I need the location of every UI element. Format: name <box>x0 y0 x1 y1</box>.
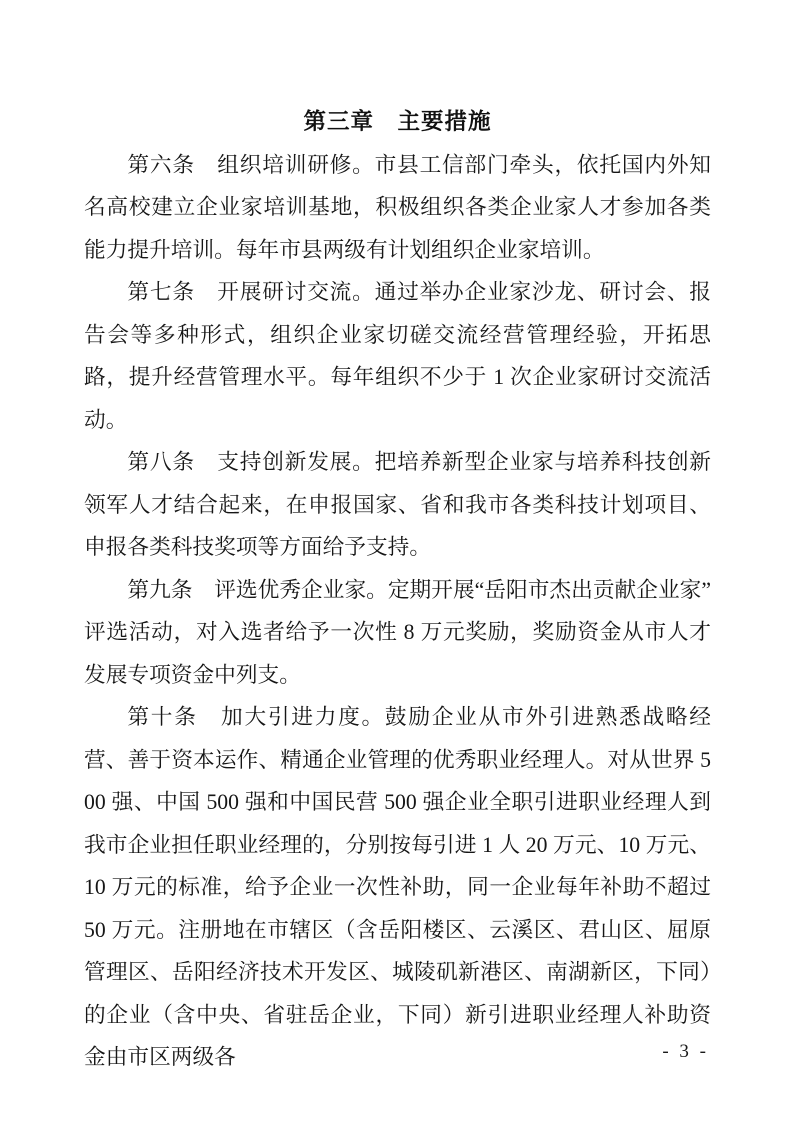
article-8-paragraph: 第八条 支持创新发展。把培养新型企业家与培养科技创新领军人才结合起来，在申报国家、省和我市各类科技计划项目、申报各类科技奖项等方面给予支持。 <box>84 450 711 559</box>
document-body <box>84 101 711 1079</box>
article-7-paragraph: 第七条 开展研讨交流。通过举办企业家沙龙、研讨会、报告会等多种形式，组织企业家切磋交流经营管理经验，开拓思路，提升经营管理水平。每年组织不少于 1 次企业家研讨交流活动。 <box>84 280 711 432</box>
article-9-paragraph: 第九条 评选优秀企业家。定期开展“岳阳市杰出贡献企业家”评选活动，对入选者给予一次性 8 万元奖励，奖励资金从市人才发展专项资金中列支。 <box>84 577 711 687</box>
article-6-paragraph: 第六条 组织培训研修。市县工信部门牵头，依托国内外知名高校建立企业家培训基地，积极组织各类企业家人才参加各类能力提升培训。每年市县两级有计划组织企业家培训。 <box>84 152 711 262</box>
page-number: - 3 - <box>662 1041 709 1062</box>
chapter-title: 第三章 主要措施 <box>303 109 492 134</box>
article-10-paragraph: 第十条 加大引进力度。鼓励企业从市外引进熟悉战略经营、善于资本运作、精通企业管理的优秀职业经理人。对从世界 500 强、中国 500 强和中国民营 500 强企业全职引进职业经理人到我市企业担任职业经理的，分别按每引进 1 人 20 万元、10 万元、10 万元的标准，给予企业一次性补助，同一企业每年补助不超过 50 万元。注册地在市辖区（含岳阳楼区、云溪区、君山区、屈原管理区、岳阳经济技术开发区、城陵矶新港区、南湖新区，下同）的企业（含中央、省驻岳企业，下同）新引进职业经理人补助资金由市区两级各 <box>84 705 711 1069</box>
